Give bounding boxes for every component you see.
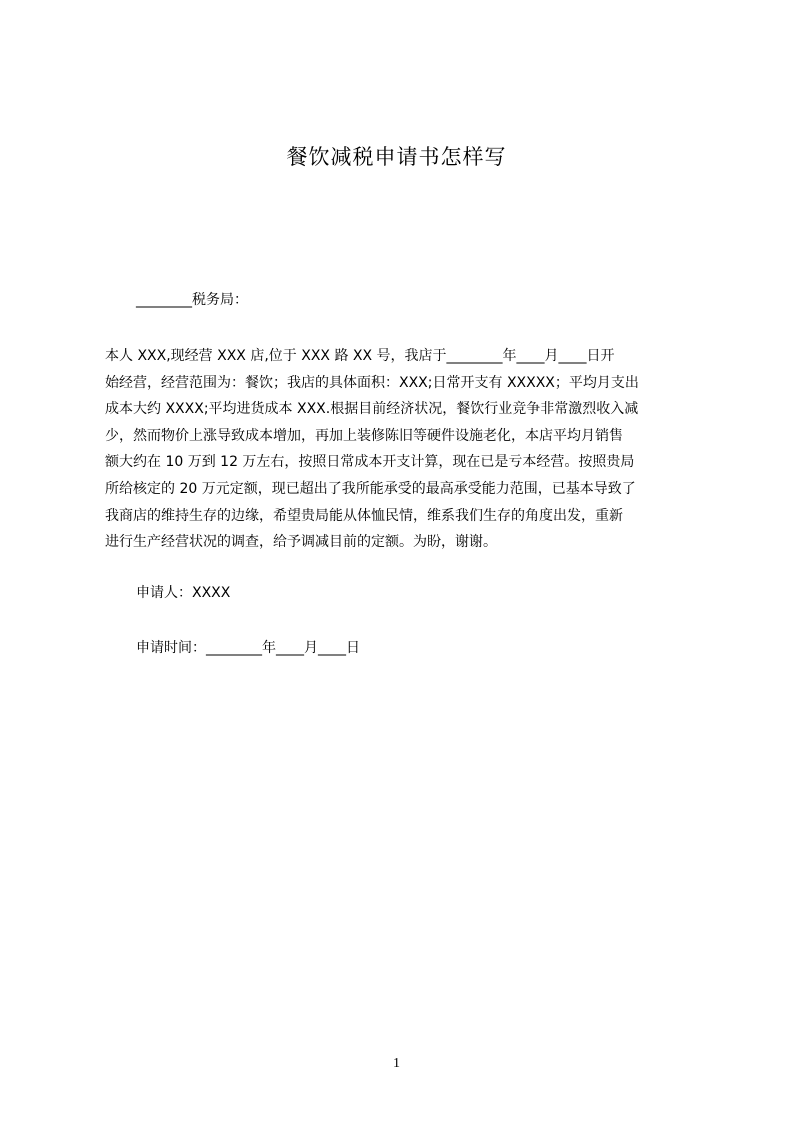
applicant-line: 申请人：XXXX (136, 585, 231, 601)
body-line: 额大约在 10 万到 12 万左右，按照日常成本开支计算，现在已是亏本经营。按照贵局 (105, 454, 635, 471)
body-line: 我商店的维持生存的边缘，希望贵局能从体恤民情，维系我们生存的角度出发，重新 (105, 507, 623, 524)
salutation-line: ________税务局： (136, 292, 248, 308)
body-line: 本人 XXX,现经营 XXX 店,位于 XXX 路 XX 号，我店于________年____月____日开 (105, 348, 615, 364)
document-title: 餐饮减税申请书怎样写 (286, 145, 507, 169)
body-paragraph (105, 343, 697, 556)
body-line: 少，然而物价上涨导致成本增加，再加上装修陈旧等硬件设施老化，本店平均月销售 (105, 427, 623, 444)
application-date-line: 申请时间：________年____月____日 (136, 640, 360, 656)
page-number: 1 (393, 1056, 400, 1071)
body-line: 成本大约 XXXX;平均进货成本 XXX.根据目前经济状况，餐饮行业竞争非常激烈收入减 (105, 401, 639, 418)
body-line: 始经营，经营范围为：餐饮；我店的具体面积：XXX;日常开支有 XXXXX；平均月支出 (105, 374, 639, 391)
body-line: 进行生产经营状况的调查，给予调减目前的定额。为盼，谢谢。 (105, 534, 497, 551)
body-line: 所给核定的 20 万元定额，现已超出了我所能承受的最高承受能力范围，已基本导致了 (105, 480, 636, 497)
